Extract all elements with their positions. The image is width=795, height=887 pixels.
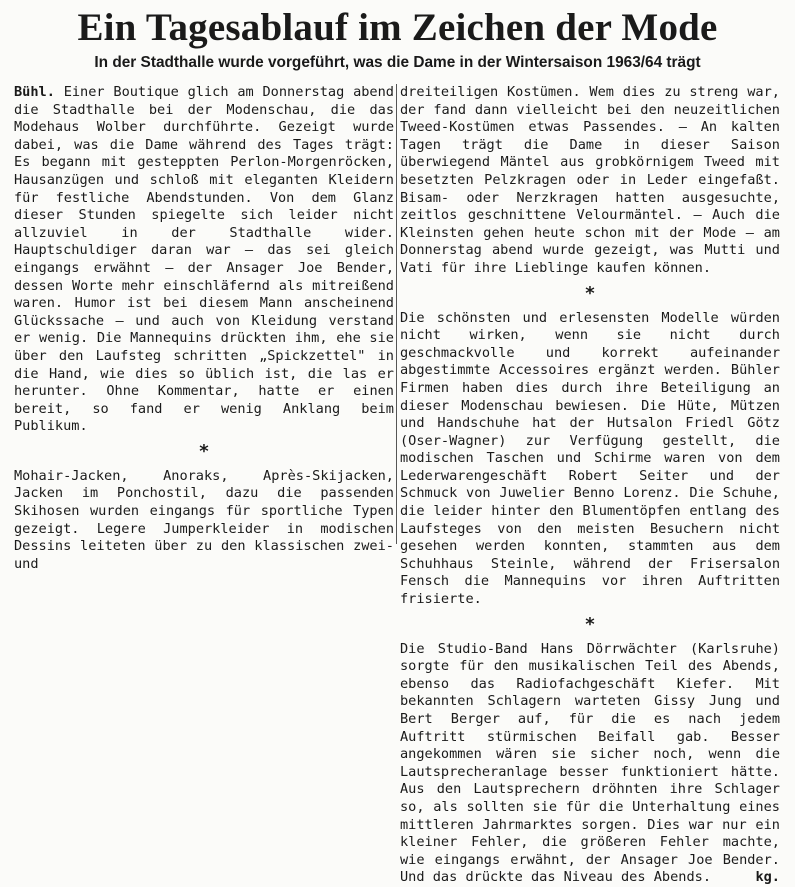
author-signature: kg. xyxy=(755,869,780,886)
right-paragraph-3 xyxy=(400,641,780,887)
right-column xyxy=(400,84,780,887)
column-divider xyxy=(396,84,397,544)
left-paragraph-2: Mohair-Jacken, Anoraks, Après-Skijacken, Jacken im Ponchostil, dazu die passenden Skihosen wurden eingangs für sportliche Typen gezeigt. Legere Jumperkleider in modischen Dessins leiteten über zu den klassischen zwei- und xyxy=(14,467,394,572)
dateline: Bühl. xyxy=(14,84,55,100)
right-paragraph-1: dreiteiligen Kostümen. Wem dies zu streng war, der fand dann vielleicht bei den neuzeitlichen Tweed-Kostümen etwas Passendes. — An kalten Tagen trägt die Dame in dieser Saison überwiegend Mäntel aus grobkörnigem Tweed mit besetzten Pelzkragen oder in Leder eingefaßt. Bisam- oder Nerzkragen hatten ausgesuchte, zeitlos geschnittene Velourmäntel. — Auch die Kleinsten gehen heute schon mit der Mode — am Donnerstag abend wurde gezeigt, was Mutti und Vati für ihre Lieblinge kaufen können. xyxy=(400,84,780,276)
separator-asterisk-3: * xyxy=(585,613,595,635)
left-paragraph-1 xyxy=(14,84,394,436)
left-column xyxy=(14,84,394,573)
right-paragraph-2: Die schönsten und erlesensten Modelle würden nicht wirken, wenn sie nicht durch geschmackvolle und korrekt aufeinander abgestimmte Accessoires ergänzt werden. Bühler Firmen haben dies durch ihre Beteiligung an dieser Modenschau bewiesen. Die Hüte, Mützen und Handschuhe hat der Hutsalon Friedl Götz (Oser-Wagner) zur Verfügung gestellt, die modischen Taschen und Schirme waren von dem Lederwarengeschäft Robert Seiter und der Schmuck von Juwelier Benno Lorenz. Die Schuhe, die leider hinter den Blumentöpfen entlang des Laufsteges von den meisten Besuchern nicht gesehen werden konnten, stammten aus dem Schuhhaus Steinle, während der Frisersalon Fensch die Mannequins vor ihren Auftritten frisierte. xyxy=(400,309,780,608)
right-paragraph-3-text: Die Studio-Band Hans Dörrwächter (Karlsruhe) sorgte für den musikalischen Teil des Abends, ebenso das Radiofachgeschäft Kiefer. Mit bekannten Schlagern warteten Gissy Jung und Bert Berger auf, für die es nach jedem Auftritt stürmischen Beifall gab. Besser angekommen wären sie sicher noch, wenn die Lautsprecheranlage besser funktioniert hätte. Aus den Lautsprechern dröhnten ihre Schlager so, als sollten sie für die Unterhaltung eines mittleren Jahrmarktes sorgen. Dies war nur ein kleiner Fehler, die größeren Fehler machte, wie eingangs erwähnt, der Ansager Joe Bender. Und das drückte das Niveau des Abends. xyxy=(400,640,780,886)
headline: Ein Tagesablauf im Zeichen der Mode xyxy=(77,6,718,49)
subheadline: In der Stadthalle wurde vorgeführt, was die Dame in der Wintersaison 1963/64 trägt xyxy=(94,54,701,71)
left-paragraph-1-text: Einer Boutique glich am Donnerstag abend die Stadthalle bei der Modenschau, die das Modehaus Wolber durchführte. Gezeigt wurde dabei, was die Dame während des Tages trägt: Es begann mit gesteppten Perlon-Morgenröcken, Hausanzügen und schloß mit eleganten Kleidern für festliche Abendstunden. Von dem Glanz dieser Stunden spiegelte sich leider nicht allzuviel in der Stadthalle wider. Hauptschuldiger daran war — das sei gleich eingangs erwähnt — der Ansager Joe Bender, dessen Worte mehr einschläfernd als mitreißend waren. Humor ist bei diesem Mann anscheinend Glückssache — und auch von Kleidung verstand er wenig. Die Mannequins drückten ihm, ehe sie über den Laufsteg schritten „Spickzettel" in die Hand, wie dies so üblich ist, die las er herunter. Ohne Kommentar, hatte er einen bereit, so fand er wenig Anklang beim Publikum. xyxy=(14,84,394,435)
separator-asterisk-1: * xyxy=(199,440,209,462)
separator-asterisk-2: * xyxy=(585,282,595,304)
